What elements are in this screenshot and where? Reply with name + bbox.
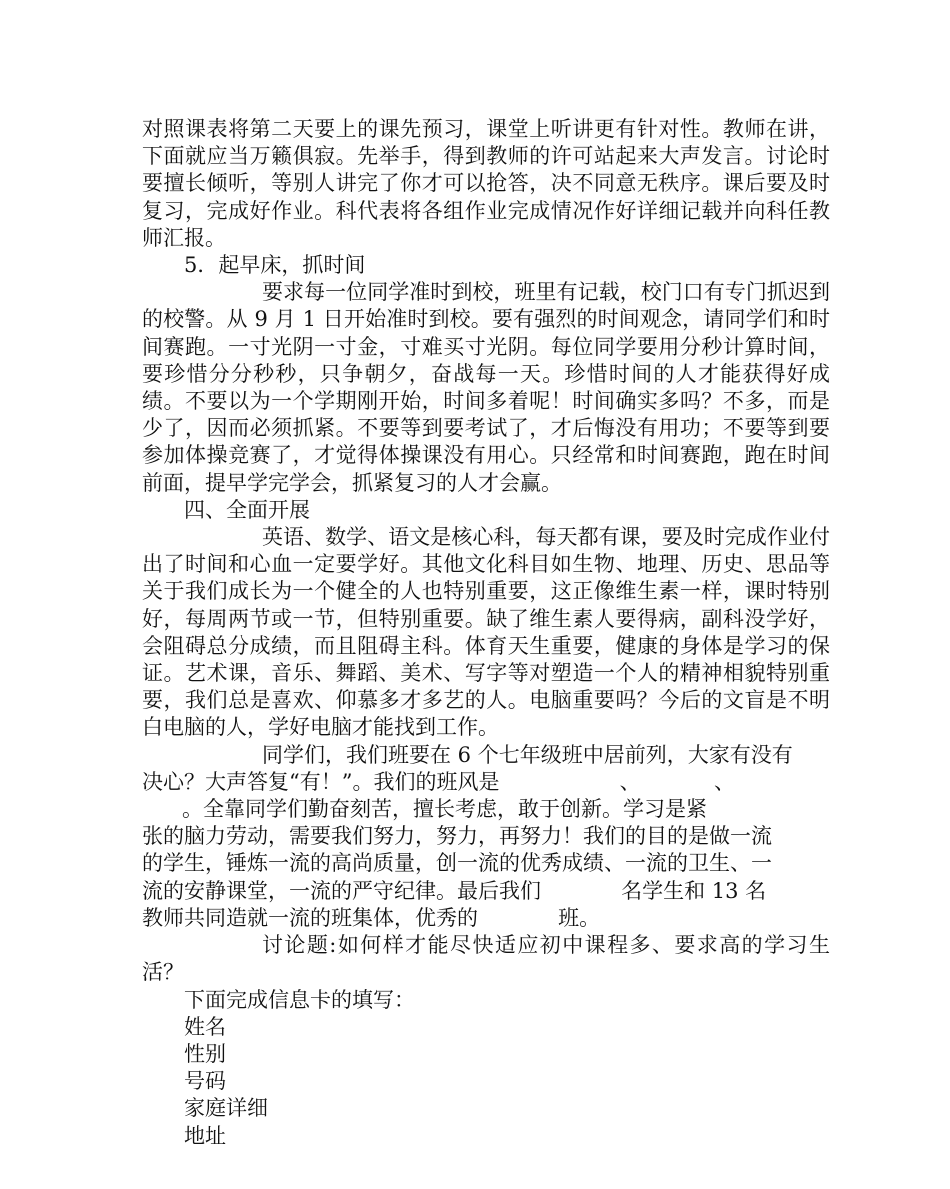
text-line: 张的脑力劳动，需要我们努力，努力，再努力！我们的目的是做一流 <box>142 824 772 849</box>
info-card-title: 下面完成信息卡的填写： <box>184 987 415 1012</box>
info-field-number: 号码 <box>184 1069 226 1094</box>
text-line: 流的安静课堂，一流的严守纪律。最后我们 名学生和 13 名 <box>142 878 767 903</box>
text-line: 教师共同造就一流的班集体，优秀的 班。 <box>142 905 601 930</box>
paragraph-study-habits: 对照课表将第二天要上的课先预习，课堂上听讲更有针对性。教师在讲，下面就应当万籁俱寂。先举手，得到教师的许可站起来大声发言。讨论时要擅长倾听，等别人讲完了你才可以抢答，决不同意无秩序。课后要及时复习，完成好作业。科代表将各组作业完成情况作好详细记载并向科任教师汇报。 <box>142 117 830 250</box>
paragraph-time-management: 要求每一位同学准时到校，班里有记载，校门口有专门抓迟到的校警。从 9 月 1 日开始准时到校。要有强烈的时间观念，请同学们和时间赛跑。一寸光阴一寸金，寸难买寸光阴。每位同学要用分秒计算时间，要珍惜分分秒秒，只争朝夕，奋战每一天。珍惜时间的人才能获得好成绩。不要以为一个学期刚开始，时间多着呢！时间确实多吗？不多，而是少了，因而必须抓紧。不要等到要考试了，才后悔没有用功；不要等到要参加体操竞赛了，才觉得体操课没有用心。只经常和时间赛跑，跑在时间前面，提早学完学会，抓紧复习的人才会赢。 <box>142 280 830 495</box>
document-page <box>142 116 830 1150</box>
info-field-address: 地址 <box>184 1123 226 1148</box>
paragraph-all-subjects: 英语、数学、语文是核心科，每天都有课，要及时完成作业付出了时间和心血一定要学好。其他文化科目如生物、地理、历史、思品等关于我们成长为一个健全的人也特别重要，这正像维生素一样，课时特别好，每周两节或一节，但特别重要。缺了维生素人要得病，副科没学好，会阻碍总分成绩，而且阻碍主科。体育天生重要，健康的身体是学习的保证。艺术课，音乐、舞蹈、美术、写字等对塑造一个人的精神相貌特别重要，我们总是喜欢、仰慕多才多艺的人。电脑重要吗？今后的文盲是不明白电脑的人，学好电脑才能找到工作。 <box>142 525 830 740</box>
info-field-name: 姓名 <box>184 1014 226 1039</box>
heading-all-round-development: 四、全面开展 <box>184 497 310 522</box>
info-field-gender: 性别 <box>184 1041 226 1066</box>
paragraph-class-goals <box>142 742 830 932</box>
text-line: 的学生，锤炼一流的高尚质量，创一流的优秀成绩、一流的卫生、一 <box>142 851 772 876</box>
info-field-home-detail: 家庭详细 <box>184 1096 268 1121</box>
text-line: 同学们，我们班要在 6 个七年级班中居前列，大家有没有 <box>262 742 793 767</box>
discussion-question: 讨论题:如何样才能尽快适应初中课程多、要求高的学习生活？ <box>142 933 830 985</box>
text-line: 决心？大声答复“有！”。我们的班风是 、 、 <box>142 769 736 794</box>
text-line: 。全靠同学们勤奋刻苦，擅长考虑，敢于创新。学习是紧 <box>142 797 708 822</box>
heading-get-up-early: 5．起早床，抓时间 <box>184 253 366 278</box>
